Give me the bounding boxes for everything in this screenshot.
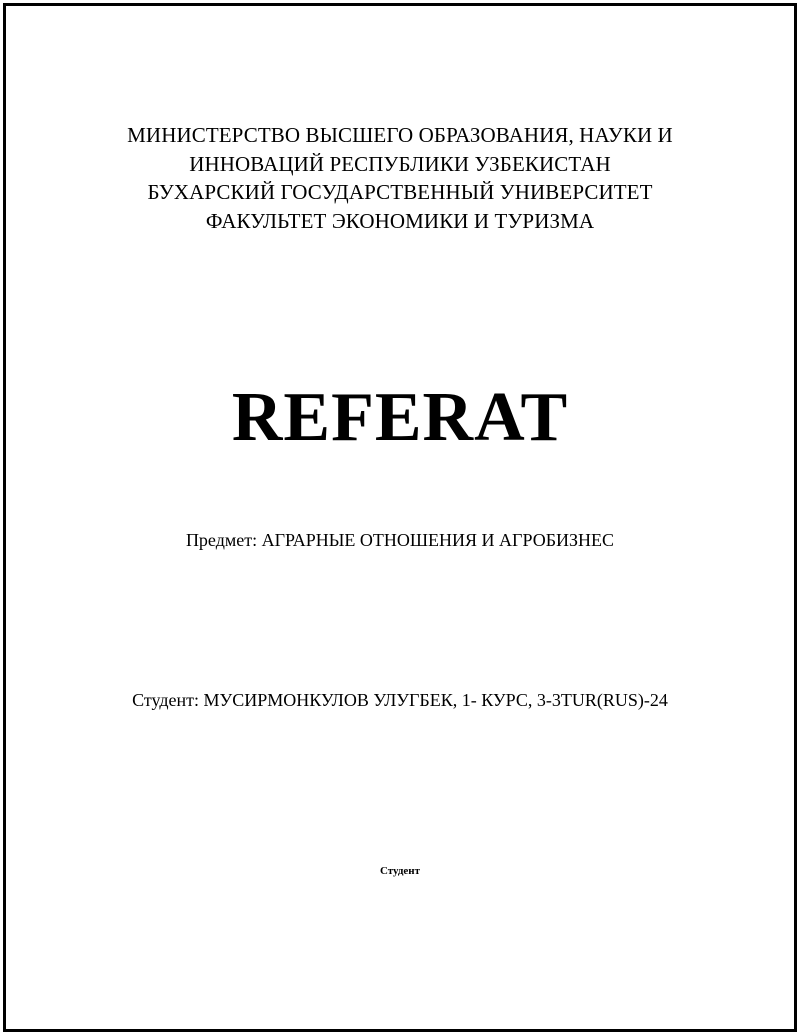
header-line-university: БУХАРСКИЙ ГОСУДАРСТВЕННЫЙ УНИВЕРСИТЕТ — [147, 180, 653, 204]
header-line-republic: ИННОВАЦИЙ РЕСПУБЛИКИ УЗБЕКИСТАН — [189, 151, 611, 176]
student-info-line: Студент: МУСИРМОНКУЛОВ УЛУГБЕК, 1- КУРС, 3-3TUR(RUS)-24 — [132, 690, 668, 710]
subject-line: Предмет: АГРАРНЫЕ ОТНОШЕНИЯ И АГРОБИЗНЕС — [185, 530, 615, 550]
institution-header — [0, 121, 800, 235]
document-title: REFERAT — [231, 379, 569, 456]
header-line-faculty: ФАКУЛЬТЕТ ЭКОНОМИКИ И ТУРИЗМА — [205, 208, 595, 233]
footer-student-label: Студент — [379, 865, 421, 877]
header-line-ministry: МИНИСТЕРСТВО ВЫСШЕГО ОБРАЗОВАНИЯ, НАУКИ И — [127, 123, 673, 147]
